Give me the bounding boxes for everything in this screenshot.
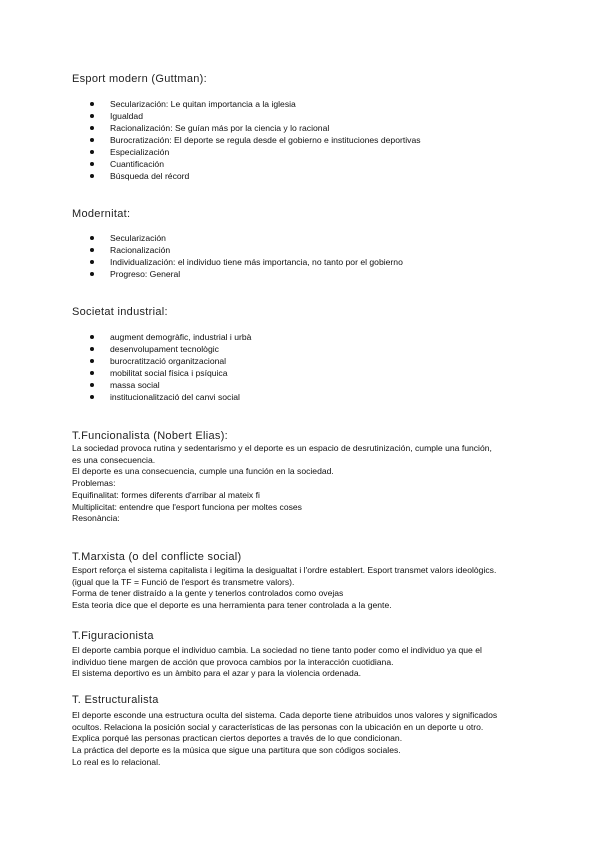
list-item: Progreso: General (0, 268, 520, 280)
bullet-icon (90, 335, 94, 339)
list-item: massa social (0, 379, 520, 391)
section-body (72, 443, 527, 525)
list-item: Búsqueda del récord (0, 170, 520, 182)
list-item: Racionalización (0, 244, 520, 256)
list-item: desenvolupament tecnològic (0, 343, 520, 355)
text-line: El sistema deportivo es un àmbito para el azar y para la violencia ordenada. (72, 668, 362, 679)
section-heading: Modernitat: (72, 208, 131, 220)
list-item: burocratització organitzacional (0, 355, 520, 367)
section-body (72, 710, 527, 769)
bullet-icon (90, 395, 94, 399)
list-item: Secularización: Le quitan importancia a la iglesia (0, 98, 520, 110)
bullet-list (0, 232, 520, 280)
text-line: es una consecuencia. (72, 454, 156, 465)
text-line: El deporte es una consecuencia, cumple una función en la sociedad. (72, 466, 334, 477)
bullet-icon (90, 236, 94, 240)
text-line: Forma de tener distraído a la gente y tenerlos controlados como ovejas (72, 588, 344, 599)
section-heading: T.Funcionalista (Nobert Elias): (72, 430, 229, 442)
bullet-list (0, 331, 520, 403)
list-item: Igualdad (0, 110, 520, 122)
text-line: Equifinalitat: formes diferents d'arribar al mateix fi (72, 489, 260, 500)
list-item: Especialización (0, 146, 520, 158)
bullet-icon (90, 260, 94, 264)
list-item: Secularización (0, 232, 520, 244)
bullet-icon (90, 174, 94, 178)
section-heading: T. Estructuralista (72, 694, 159, 706)
text-line: Multiplicitat: entendre que l'esport funciona per moltes coses (72, 501, 302, 512)
text-line: ocultos. Relaciona la posición social y características de las personas con la ubicación en un deporte u otro. (72, 721, 484, 732)
bullet-icon (90, 150, 94, 154)
bullet-icon (90, 102, 94, 106)
bullet-icon (90, 359, 94, 363)
text-line: Resonància: (72, 513, 120, 524)
text-line: La práctica del deporte es la música que sigue una partitura que son códigos sociales. (72, 745, 401, 756)
bullet-icon (90, 383, 94, 387)
text-line: Esta teoria dice que el deporte es una herramienta para tener controlada a la gente. (72, 600, 392, 611)
list-item: augment demogràfic, industrial i urbà (0, 331, 520, 343)
text-line: Lo real es lo relacional. (72, 756, 161, 767)
bullet-icon (90, 138, 94, 142)
text-line: (igual que la TF = Funció de l'esport és transmetre valors). (72, 576, 295, 587)
text-line: Explica porqué las personas practican ciertos deportes a través de lo que condicionan. (72, 733, 403, 744)
section-heading: Esport modern (Guttman): (72, 73, 207, 85)
section-heading: T.Figuracionista (72, 630, 154, 642)
list-item: mobilitat social física i psíquica (0, 367, 520, 379)
text-line: La sociedad provoca rutina y sedentarismo y el deporte es un espacio de desrutinización, cumple una función, (72, 443, 492, 453)
section-heading: Societat industrial: (72, 306, 168, 318)
text-line: individuo tiene margen de acción que provoca cambios por la interacción cuotidiana. (72, 656, 394, 667)
list-item: Individualización: el individuo tiene más importancia, no tanto por el gobierno (0, 256, 520, 268)
list-item: institucionalització del canvi social (0, 391, 520, 403)
text-line: Esport reforça el sistema capitalista i legitima la desigualtat i l'ordre establert. Esport transmet valors ideològics. (72, 565, 497, 575)
section-body (72, 645, 527, 680)
list-item: Cuantificación (0, 158, 520, 170)
text-line: Problemas: (72, 478, 116, 489)
bullet-icon (90, 347, 94, 351)
bullet-icon (90, 272, 94, 276)
bullet-list (0, 98, 520, 182)
bullet-icon (90, 248, 94, 252)
bullet-icon (90, 126, 94, 130)
text-line: El deporte esconde una estructura oculta del sistema. Cada deporte tiene atribuidos unos valores y significados (72, 710, 498, 720)
bullet-icon (90, 114, 94, 118)
section-heading: T.Marxista (o del conflicte social) (72, 551, 242, 563)
bullet-icon (90, 371, 94, 375)
text-line: El deporte cambia porque el individuo cambia. La sociedad no tiene tanto poder como el individuo ya que el (72, 645, 482, 655)
list-item: Racionalización: Se guían más por la ciencia y lo racional (0, 122, 520, 134)
bullet-icon (90, 162, 94, 166)
list-item: Burocratización: El deporte se regula desde el gobierno e instituciones deportivas (0, 134, 520, 146)
section-body (72, 565, 527, 612)
